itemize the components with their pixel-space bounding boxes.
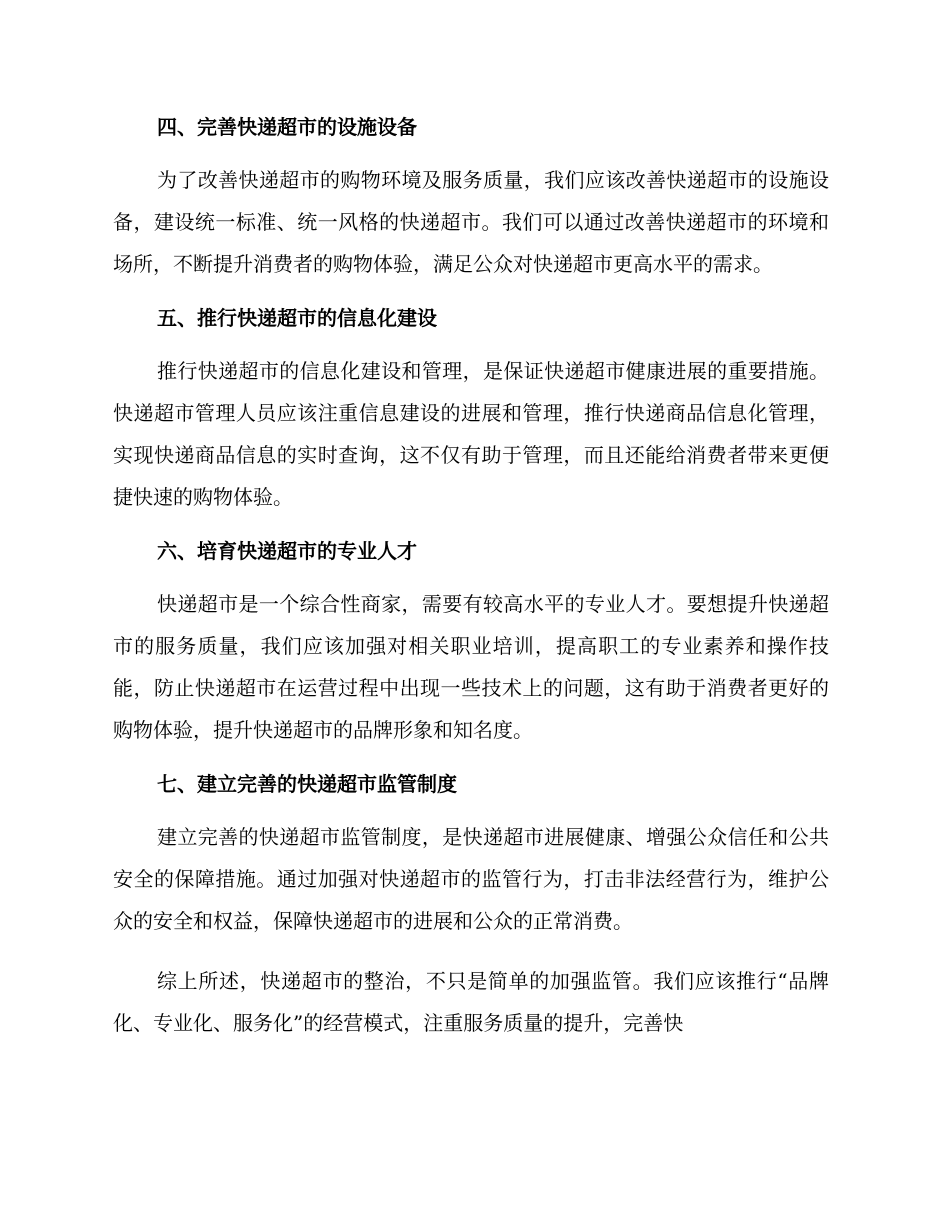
document-body — [113, 112, 829, 1062]
section-heading: 五、推行快递超市的信息化建设 — [157, 306, 437, 330]
section-paragraph: 为了改善快递超市的购物环境及服务质量，我们应该改善快递超市的设施设备，建设统一标准、统一风格的快递超市。我们可以通过改善快递超市的环境和场所，不断提升消费者的购物体验，满足公众对快递超市更高水平的需求。 — [113, 168, 829, 276]
section-paragraph: 建立完善的快递超市监管制度，是快递超市进展健康、增强公众信任和公共安全的保障措施。通过加强对快递超市的监管行为，打击非法经营行为，维护公众的安全和权益，保障快递超市的进展和公众的正常消费。 — [113, 825, 829, 933]
section-heading: 六、培育快递超市的专业人才 — [157, 539, 417, 563]
section-paragraph: 快递超市是一个综合性商家，需要有较高水平的专业人才。要想提升快递超市的服务质量，我们应该加强对相关职业培训，提高职工的专业素养和操作技能，防止快递超市在运营过程中出现一些技术上的问题，这有助于消费者更好的购物体验，提升快递超市的品牌形象和知名度。 — [113, 592, 829, 742]
section-paragraph: 推行快递超市的信息化建设和管理，是保证快递超市健康进展的重要措施。快递超市管理人员应该注重信息建设的进展和管理，推行快递商品信息化管理，实现快递商品信息的实时查询，这不仅有助于管理，而且还能给消费者带来更便捷快速的购物体验。 — [113, 359, 829, 509]
section-heading: 七、建立完善的快递超市监管制度 — [157, 772, 457, 796]
conclusion-paragraph: 综上所述，快递超市的整治，不只是简单的加强监管。我们应该推行“品牌化、专业化、服务化”的经营模式，注重服务质量的提升，完善快 — [113, 969, 829, 1035]
section-heading: 四、完善快递超市的设施设备 — [157, 115, 417, 139]
